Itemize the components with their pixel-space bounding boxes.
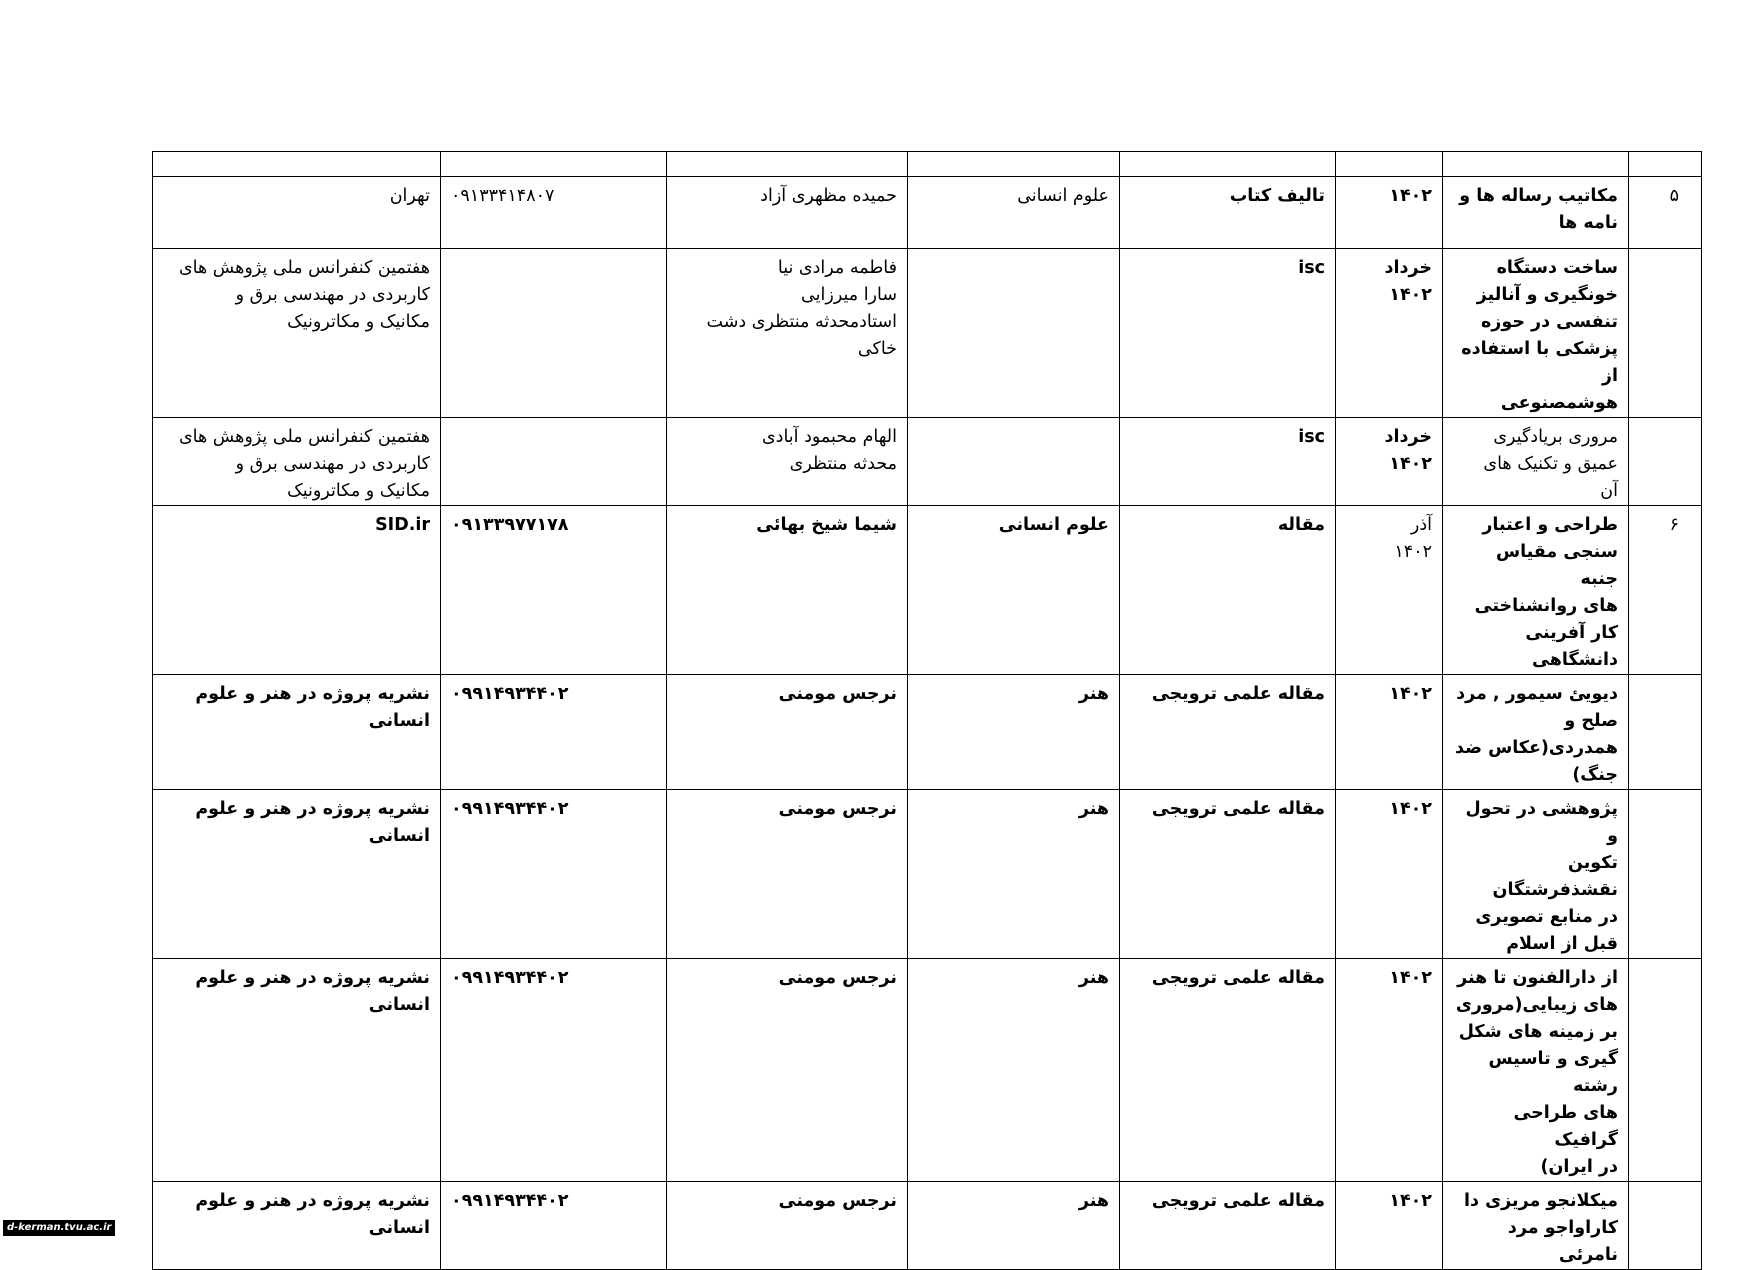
cell-phone [441, 249, 667, 418]
cell-authors: فاطمه مرادی نیا سارا میرزایی استادمحدثه منتظری دشت خاکی [667, 249, 908, 418]
cell-num [1629, 1182, 1702, 1270]
table-row [153, 675, 1702, 790]
cell-type: isc [1120, 249, 1336, 418]
cell-title: پژوهشی در تحول و تکوین نقشذفرشتگان در منابع تصویری قبل از اسلام [1443, 790, 1629, 959]
cell-date [1336, 152, 1443, 177]
cell-authors: شیما شیخ بهائی [667, 506, 908, 675]
cell-type [1120, 152, 1336, 177]
cell-title: از دارالفنون تا هنر های زیبایی(مروری بر زمینه های شکل گیری و تاسیس رشته های طراحی گرافیک در ایران) [1443, 959, 1629, 1182]
cell-phone [441, 418, 667, 506]
cell-phone: ۰۹۱۳۳۹۷۷۱۷۸ [441, 506, 667, 675]
cell-date: ۱۴۰۲ [1336, 675, 1443, 790]
cell-venue [153, 152, 441, 177]
cell-num [1629, 959, 1702, 1182]
cell-authors: نرجس مومنی [667, 959, 908, 1182]
cell-venue: تهران [153, 177, 441, 249]
cell-authors: الهام محبمود آبادی محدثه منتظری [667, 418, 908, 506]
cell-authors: نرجس مومنی [667, 1182, 908, 1270]
table-row [153, 152, 1702, 177]
cell-authors: نرجس مومنی [667, 790, 908, 959]
cell-num: ۶ [1629, 506, 1702, 675]
cell-venue: نشریه پروژه در هنر و علوم انسانی [153, 675, 441, 790]
cell-authors: نرجس مومنی [667, 675, 908, 790]
cell-date: ۱۴۰۲ [1336, 1182, 1443, 1270]
cell-phone: ۰۹۱۳۳۴۱۴۸۰۷ [441, 177, 667, 249]
cell-title: طراحی و اعتبار سنجی مقیاس جنبه های روانشناختی کار آفرینی دانشگاهی [1443, 506, 1629, 675]
table-row [153, 790, 1702, 959]
cell-field: هنر [908, 790, 1120, 959]
site-watermark: d-kerman.tvu.ac.ir [3, 1220, 115, 1236]
cell-field: علوم انسانی [908, 177, 1120, 249]
cell-authors [667, 152, 908, 177]
cell-venue: نشریه پروژه در هنر و علوم انسانی [153, 1182, 441, 1270]
table-row [153, 418, 1702, 506]
cell-num [1629, 790, 1702, 959]
table-row [153, 177, 1702, 249]
cell-venue: هفتمین کنفرانس ملی پژوهش های کاربردی در مهندسی برق و مکانیک و مکاترونیک [153, 249, 441, 418]
cell-type: isc [1120, 418, 1336, 506]
cell-phone: ۰۹۹۱۴۹۳۴۴۰۲ [441, 1182, 667, 1270]
cell-num: ۵ [1629, 177, 1702, 249]
cell-num [1629, 418, 1702, 506]
cell-title: ساخت دستگاه خونگیری و آنالیز تنفسی در حوزه پزشکی با استفاده از هوشمصنوعی [1443, 249, 1629, 418]
cell-date: آذر ۱۴۰۲ [1336, 506, 1443, 675]
table-row [153, 1182, 1702, 1270]
table-row [153, 959, 1702, 1182]
table-row [153, 249, 1702, 418]
cell-num [1629, 249, 1702, 418]
cell-date: خرداد ۱۴۰۲ [1336, 418, 1443, 506]
cell-field [908, 152, 1120, 177]
table-row [153, 506, 1702, 675]
cell-field [908, 249, 1120, 418]
cell-title [1443, 152, 1629, 177]
cell-field: هنر [908, 675, 1120, 790]
cell-phone [441, 152, 667, 177]
cell-phone: ۰۹۹۱۴۹۳۴۴۰۲ [441, 790, 667, 959]
cell-venue: SID.ir [153, 506, 441, 675]
publications-table [152, 151, 1702, 1270]
cell-title: مکاتیب رساله ها و نامه ها [1443, 177, 1629, 249]
cell-venue: هفتمین کنفرانس ملی پژوهش های کاربردی در مهندسی برق و مکانیک و مکاترونیک [153, 418, 441, 506]
cell-type: مقاله علمی ترویجی [1120, 790, 1336, 959]
cell-type: مقاله علمی ترویجی [1120, 1182, 1336, 1270]
cell-title: مروری بریادگیری عمیق و تکنیک های آن [1443, 418, 1629, 506]
cell-phone: ۰۹۹۱۴۹۳۴۴۰۲ [441, 959, 667, 1182]
cell-date: ۱۴۰۲ [1336, 177, 1443, 249]
cell-type: مقاله علمی ترویجی [1120, 959, 1336, 1182]
cell-field: هنر [908, 1182, 1120, 1270]
cell-title: دیویئ سیمور , مرد صلح و همدردی(عکاس ضد جنگ) [1443, 675, 1629, 790]
cell-num [1629, 152, 1702, 177]
cell-field: هنر [908, 959, 1120, 1182]
cell-venue: نشریه پروژه در هنر و علوم انسانی [153, 959, 441, 1182]
cell-title: میکلانجو مریزی دا کاراواجو مرد نامرئی [1443, 1182, 1629, 1270]
cell-type: مقاله علمی ترویجی [1120, 675, 1336, 790]
cell-field: علوم انسانی [908, 506, 1120, 675]
cell-num [1629, 675, 1702, 790]
cell-type: مقاله [1120, 506, 1336, 675]
cell-date: ۱۴۰۲ [1336, 790, 1443, 959]
cell-venue: نشریه پروژه در هنر و علوم انسانی [153, 790, 441, 959]
cell-authors: حمیده مظهری آزاد [667, 177, 908, 249]
cell-date: ۱۴۰۲ [1336, 959, 1443, 1182]
cell-field [908, 418, 1120, 506]
cell-phone: ۰۹۹۱۴۹۳۴۴۰۲ [441, 675, 667, 790]
cell-date: خرداد ۱۴۰۲ [1336, 249, 1443, 418]
cell-type: تالیف کتاب [1120, 177, 1336, 249]
